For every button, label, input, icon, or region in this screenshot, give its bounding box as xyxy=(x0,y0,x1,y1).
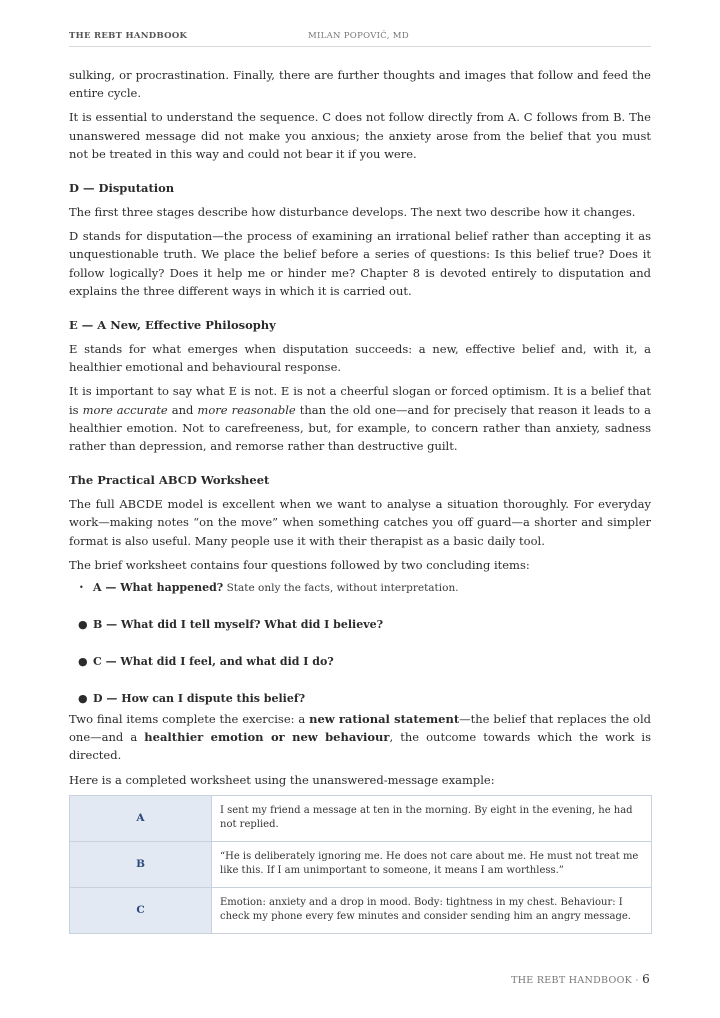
table-row xyxy=(70,887,652,933)
author-name: MILAN POPOVIĆ, MD xyxy=(308,31,409,41)
row-value: “He is deliberately ignoring me. He does not care about me. He must not treat me like this. If I am unimportant to someone, it means I am worthless.” xyxy=(212,841,652,887)
row-value: I sent my friend a message at ten in the morning. By eight in the evening, he had not replied. xyxy=(212,795,652,841)
text-run: Two final items complete the exercise: a xyxy=(69,712,310,727)
text-run: and xyxy=(167,402,198,417)
paragraph: It is essential to understand the sequence. C does not follow directly from A. C follows from B. The unanswered message did not make you anxious; the anxiety arose from the belief that you must not be treated in this way and could not bear it if you were. xyxy=(69,110,651,161)
question-detail: State only the facts, without interpretation. xyxy=(223,582,459,595)
worksheet-table xyxy=(69,795,652,934)
list-item xyxy=(69,691,651,707)
paragraph xyxy=(69,710,651,765)
row-value: Emotion: anxiety and a drop in mood. Body: tightness in my chest. Behaviour: I check my phone every few minutes and consider sending him an angry message. xyxy=(212,887,652,933)
row-key: B xyxy=(70,841,212,887)
paragraph: The brief worksheet contains four questions followed by two concluding items: xyxy=(69,557,530,572)
list-item xyxy=(69,580,651,596)
paragraph: Here is a completed worksheet using the unanswered-message example: xyxy=(69,772,495,787)
section-heading-disputation: D — Disputation xyxy=(69,181,175,196)
page-number: 6 xyxy=(642,972,650,986)
bullet-icon: • xyxy=(79,583,84,593)
paragraph: The first three stages describe how disturbance develops. The next two describe how it changes. xyxy=(69,205,636,220)
row-key: A xyxy=(70,795,212,841)
paragraph: sulking, or procrastination. Finally, there are further thoughts and images that follow and feed the entire cycle. xyxy=(69,68,651,101)
section-heading-new-philosophy: E — A New, Effective Philosophy xyxy=(69,318,276,333)
list-item xyxy=(69,654,651,670)
page-footer xyxy=(511,972,650,986)
paragraph: E stands for what emerges when disputation succeeds: a new, effective belief and, with it, a healthier emotional and behavioural response. xyxy=(69,342,651,375)
bold-term: new rational statement xyxy=(309,712,460,727)
list-item xyxy=(69,617,651,633)
emphasis: more accurate xyxy=(82,402,168,417)
text-run: , the outcome towards which the work is directed. xyxy=(69,730,652,763)
text-run: than the old one—and for precisely that reason it leads to a healthier emotion. Not to carefreeness, but, for example, to concern rather than anxiety, sadness rather than depression, and remorse rather than destructive guilt. xyxy=(69,402,651,454)
question-list xyxy=(69,580,651,707)
question-label: A — What happened? xyxy=(93,581,224,595)
bullet-icon: ● xyxy=(78,618,88,632)
bold-term: healthier emotion or new behaviour xyxy=(144,730,390,745)
bullet-icon: ● xyxy=(78,692,88,706)
section-heading-worksheet: The Practical ABCD Worksheet xyxy=(69,473,270,488)
book-title: THE REBT HANDBOOK xyxy=(69,31,188,41)
paragraph xyxy=(69,382,651,455)
text-run: —the belief that replaces the old one—and a xyxy=(69,712,651,745)
question-label: D — How can I dispute this belief? xyxy=(93,692,306,706)
footer-title: THE REBT HANDBOOK · xyxy=(511,975,639,986)
table-row xyxy=(70,795,652,841)
question-label: B — What did I tell myself? What did I believe? xyxy=(93,618,384,632)
running-header xyxy=(69,30,651,47)
bullet-icon: ● xyxy=(78,655,88,669)
page-body xyxy=(69,66,651,934)
emphasis: more reasonable xyxy=(197,402,296,417)
row-key: C xyxy=(70,887,212,933)
paragraph: D stands for disputation—the process of examining an irrational belief rather than accepting it as unquestionable truth. We place the belief before a series of questions: Is this belief true? Does it follow logically? Does it help me or hinder me? Chapter 8 is devoted entirely to disputation and explains the three different ways in which it is carried out. xyxy=(69,229,651,298)
text-run: It is important to say what E is not. E is not a cheerful slogan or forced optimism. It is a belief that is xyxy=(69,384,651,417)
paragraph: The full ABCDE model is excellent when we want to analyse a situation thoroughly. For everyday work—making notes “on the move” when something catches you off guard—a shorter and simpler format is also useful. Many people use it with their therapist as a basic daily tool. xyxy=(69,497,651,548)
table-row xyxy=(70,841,652,887)
question-label: C — What did I feel, and what did I do? xyxy=(93,655,334,669)
